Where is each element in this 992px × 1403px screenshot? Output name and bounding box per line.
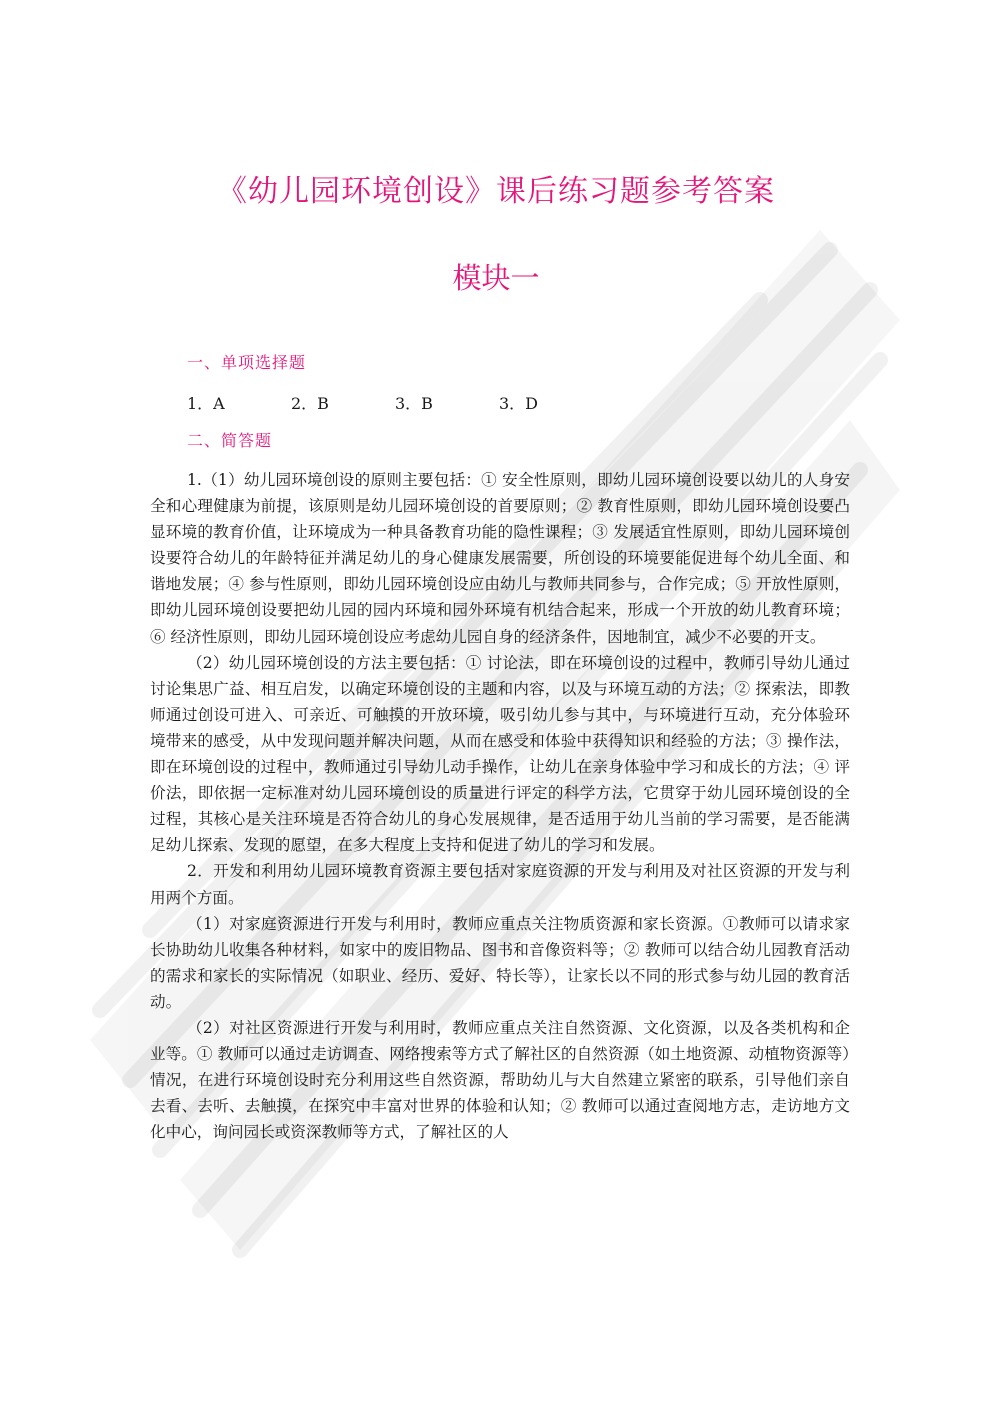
- answer-body: [150, 467, 850, 1145]
- section-heading-choice: 一、单项选择题: [187, 353, 307, 372]
- paragraph-resources: 2．开发和利用幼儿园环境教育资源主要包括对家庭资源的开发与利用及对社区资源的开发与利用两个方面。: [150, 862, 850, 907]
- document-title: 《幼儿园环境创设》课后练习题参考答案: [217, 174, 775, 209]
- answer-item: 1．A: [187, 394, 225, 413]
- paragraph-community-resources: （2）对社区资源进行开发与利用时，教师应重点关注自然资源、文化资源，以及各类机构和企业等。① 教师可以通过走访调查、网络搜索等方式了解社区的自然资源（如土地资源、动植物资源等）情况，在进行环境创设时充分利用这些自然资源，帮助幼儿与大自然建立紧密的联系，引导他们亲自去看、去听、去触摸，在探究中丰富对世界的体验和认知；② 教师可以通过查阅地方志，走访地方文化中心，询问园长或资深教师等方式，了解社区的人: [150, 1018, 850, 1142]
- paragraph-family-resources: （1）对家庭资源进行开发与利用时，教师应重点关注物质资源和家长资源。①教师可以请求家长协助幼儿收集各种材料，如家中的废旧物品、图书和音像资料等；② 教师可以结合幼儿园教育活动的需求和家长的实际情况（如职业、经历、爱好、特长等），让家长以不同的形式参与幼儿园的教育活动。: [150, 914, 850, 1011]
- paragraph-methods: （2）幼儿园环境创设的方法主要包括：① 讨论法，即在环境创设的过程中，教师引导幼儿通过讨论集思广益、相互启发，以确定环境创设的主题和内容，以及与环境互动的方法；② 探索法，即教师通过创设可进入、可亲近、可触摸的开放环境，吸引幼儿参与其中，与环境进行互动，充分体验环境带来的感受，从中发现问题并解决问题，从而在感受和体验中获得知识和经验的方法；③ 操作法，即在环境创设的过程中，教师通过引导幼儿动手操作，让幼儿在亲身体验中学习和成长的方法；④ 评价法，即依据一定标准对幼儿园环境创设的质量进行评定的科学方法，它贯穿于幼儿园环境创设的全过程，其核心是关注环境是否符合幼儿的身心发展规律，是否适用于幼儿当前的学习需要，是否能满足幼儿探索、发现的愿望，在多大程度上支持和促进了幼儿的学习和发展。: [150, 653, 850, 855]
- answer-item: 2．B: [291, 394, 329, 413]
- answer-item: 3．B: [395, 394, 433, 413]
- answer-item: 3．D: [499, 394, 539, 413]
- answer-list: [187, 391, 787, 414]
- paragraph-principles: 1.（1）幼儿园环境创设的原则主要包括：① 安全性原则，即幼儿园环境创设要以幼儿的人身安全和心理健康为前提，该原则是幼儿园环境创设的首要原则；② 教育性原则，即幼儿园环境创设要凸显环境的教育价值，让环境成为一种具备教育功能的隐性课程；③ 发展适宜性原则，即幼儿园环境创设要符合幼儿的年龄特征并满足幼儿的身心健康发展需要，所创设的环境要能促进每个幼儿全面、和谐地发展；④ 参与性原则，即幼儿园环境创设应由幼儿与教师共同参与，合作完成；⑤ 开放性原则，即幼儿园环境创设要把幼儿园的园内环境和园外环境有机结合起来，形成一个开放的幼儿教育环境；⑥ 经济性原则，即幼儿园环境创设应考虑幼儿园自身的经济条件，因地制宜，减少不必要的开支。: [150, 471, 850, 646]
- module-title: 模块一: [452, 261, 540, 295]
- section-heading-short-answer: 二、简答题: [187, 431, 273, 450]
